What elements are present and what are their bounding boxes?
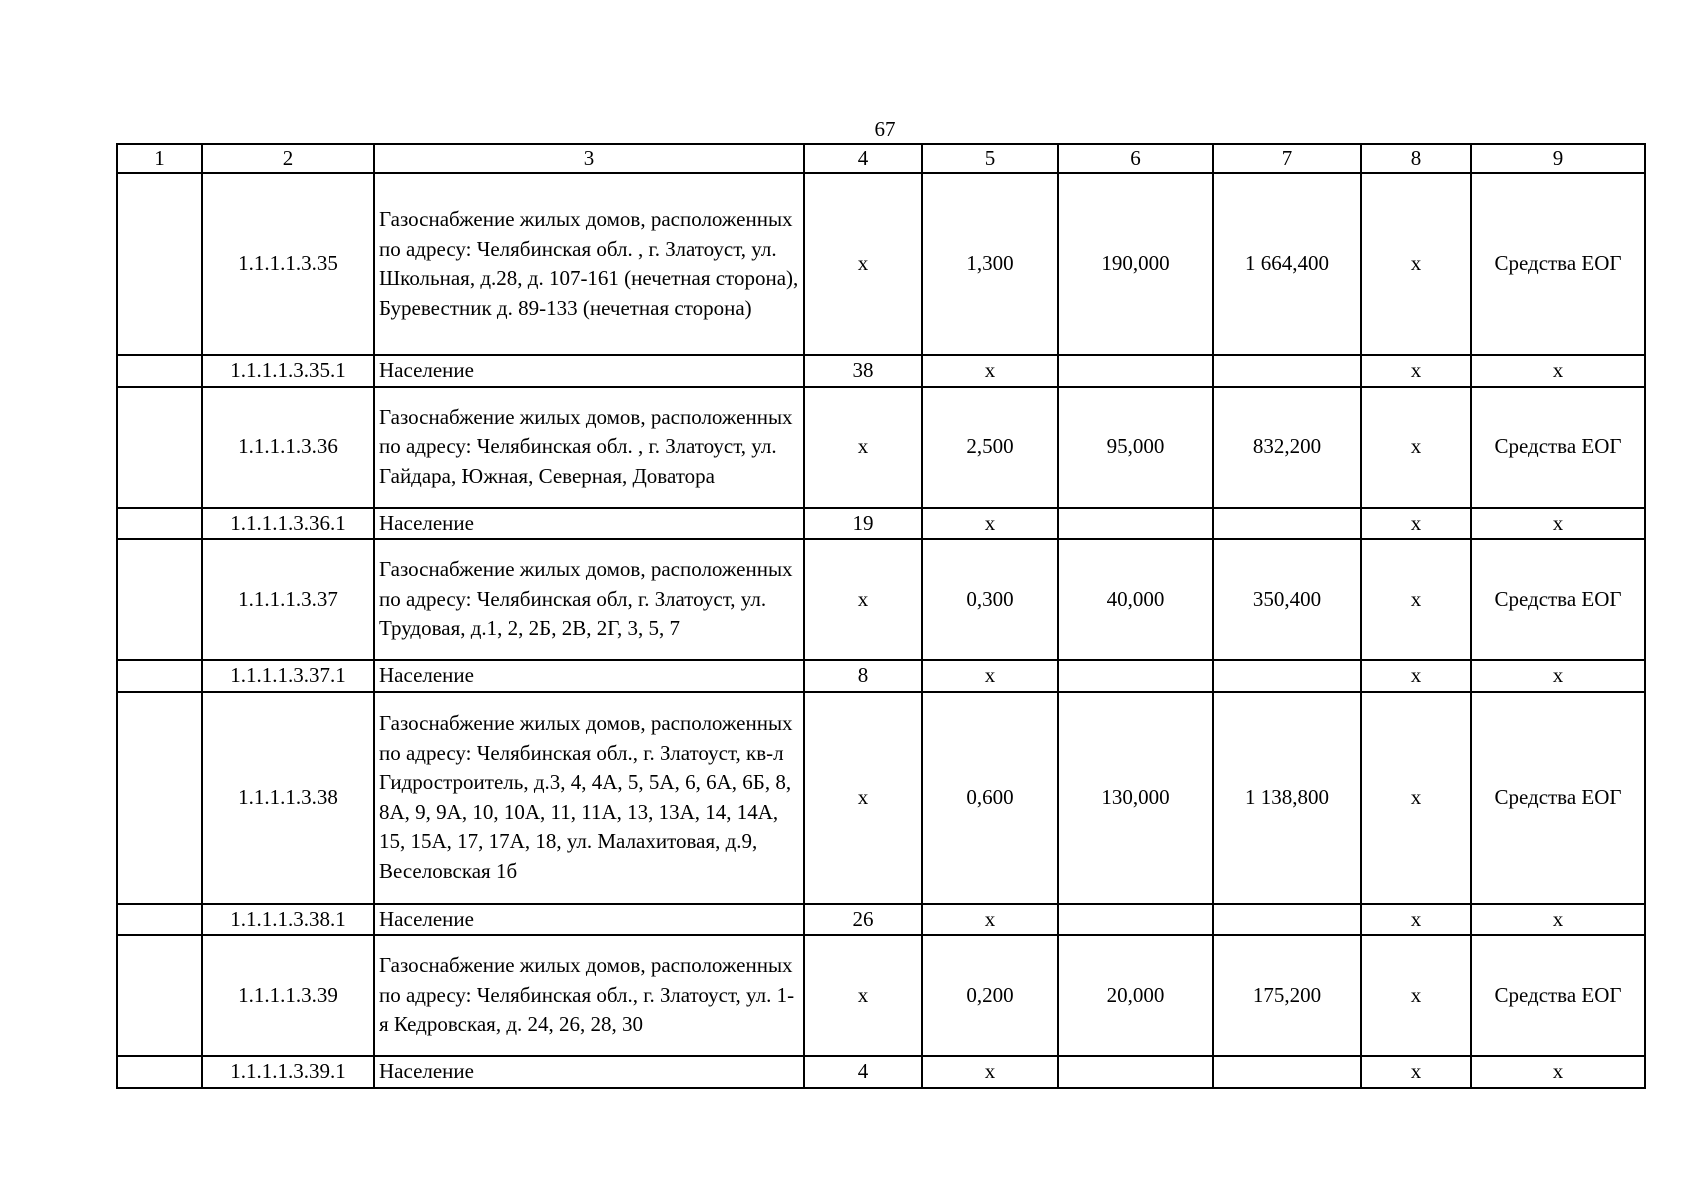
row-cell-index [117,1056,202,1088]
row-cell: х [1361,935,1471,1056]
column-header: 4 [804,144,922,173]
row-cell: х [922,660,1058,692]
row-cell: 832,200 [1213,387,1361,508]
row-cell: х [804,935,922,1056]
row-funding-source: Средства ЕОГ [1471,539,1645,660]
row-code: 1.1.1.1.3.36.1 [202,508,374,540]
row-cell: 350,400 [1213,539,1361,660]
row-description: Население [374,508,804,540]
row-cell: 8 [804,660,922,692]
row-cell: 1 664,400 [1213,173,1361,355]
table-row [117,508,1645,540]
row-cell: 175,200 [1213,935,1361,1056]
row-cell: х [1361,1056,1471,1088]
row-cell: х [1361,387,1471,508]
row-cell [1058,355,1213,387]
row-description: Население [374,904,804,936]
row-code: 1.1.1.1.3.35 [202,173,374,355]
table-row [117,387,1645,508]
row-code: 1.1.1.1.3.38.1 [202,904,374,936]
row-cell: х [804,387,922,508]
row-cell: 0,600 [922,692,1058,904]
row-cell [1058,1056,1213,1088]
row-cell: х [1361,173,1471,355]
row-cell: х [922,355,1058,387]
row-funding-source: Средства ЕОГ [1471,692,1645,904]
row-funding-source: Средства ЕОГ [1471,387,1645,508]
row-cell: х [804,539,922,660]
row-code: 1.1.1.1.3.37 [202,539,374,660]
row-cell [1058,904,1213,936]
row-cell: 1,300 [922,173,1058,355]
row-cell [1213,1056,1361,1088]
row-description: Газоснабжение жилых домов, расположенных по адресу: Челябинская обл., г. Златоуст, кв-л Гидростроитель, д.3, 4, 4А, 5, 5А, 6, 6А, 6Б, 8, 8А, 9, 9А, 10, 10А, 11, 11А, 13, 13А, 14, 14А, 15, 15А, 17, 17А, 18, ул. Малахитовая, д.9, Веселовская 1б [374,692,804,904]
column-header: 6 [1058,144,1213,173]
column-header: 3 [374,144,804,173]
page-number: 67 [874,117,896,141]
row-cell-index [117,692,202,904]
table-row [117,173,1645,355]
table-row [117,355,1645,387]
row-cell [1213,904,1361,936]
row-cell: х [922,1056,1058,1088]
row-cell: 130,000 [1058,692,1213,904]
row-funding-source: х [1471,1056,1645,1088]
row-cell: 2,500 [922,387,1058,508]
column-header: 2 [202,144,374,173]
data-table [116,143,1646,1089]
row-funding-source: х [1471,660,1645,692]
row-cell-index [117,355,202,387]
row-code: 1.1.1.1.3.37.1 [202,660,374,692]
row-code: 1.1.1.1.3.38 [202,692,374,904]
row-cell: 95,000 [1058,387,1213,508]
row-funding-source: х [1471,508,1645,540]
row-cell-index [117,539,202,660]
row-funding-source: х [1471,904,1645,936]
table-row [117,904,1645,936]
row-cell: 40,000 [1058,539,1213,660]
row-description: Газоснабжение жилых домов, расположенных по адресу: Челябинская обл., г. Златоуст, ул. 1-я Кедровская, д. 24, 26, 28, 30 [374,935,804,1056]
row-cell [1213,508,1361,540]
row-cell: 0,200 [922,935,1058,1056]
row-description: Население [374,1056,804,1088]
row-cell: х [1361,660,1471,692]
row-funding-source: Средства ЕОГ [1471,173,1645,355]
row-cell: х [1361,539,1471,660]
row-description: Население [374,355,804,387]
row-description: Газоснабжение жилых домов, расположенных по адресу: Челябинская обл, г. Златоуст, ул. Трудовая, д.1, 2, 2Б, 2В, 2Г, 3, 5, 7 [374,539,804,660]
row-cell: 20,000 [1058,935,1213,1056]
row-cell: х [1361,355,1471,387]
row-funding-source: Средства ЕОГ [1471,935,1645,1056]
row-cell-index [117,173,202,355]
row-cell-index [117,904,202,936]
row-cell: 1 138,800 [1213,692,1361,904]
row-cell [1213,660,1361,692]
header-row [117,144,1645,173]
table-row [117,692,1645,904]
row-cell: 19 [804,508,922,540]
column-header: 7 [1213,144,1361,173]
row-cell: х [922,904,1058,936]
row-cell [1058,660,1213,692]
row-description: Газоснабжение жилых домов, расположенных по адресу: Челябинская обл. , г. Златоуст, ул. Школьная, д.28, д. 107-161 (нечетная сторона), Буревестник д. 89-133 (нечетная сторона) [374,173,804,355]
row-cell: х [922,508,1058,540]
row-cell-index [117,660,202,692]
row-cell: 0,300 [922,539,1058,660]
row-cell: 26 [804,904,922,936]
column-header: 8 [1361,144,1471,173]
row-code: 1.1.1.1.3.35.1 [202,355,374,387]
row-code: 1.1.1.1.3.39 [202,935,374,1056]
row-cell [1058,508,1213,540]
table-row [117,1056,1645,1088]
row-cell: 190,000 [1058,173,1213,355]
row-funding-source: х [1471,355,1645,387]
row-cell-index [117,508,202,540]
column-header: 1 [117,144,202,173]
row-cell [1213,355,1361,387]
table-row [117,660,1645,692]
row-cell: 4 [804,1056,922,1088]
row-cell: х [1361,904,1471,936]
row-cell: х [1361,692,1471,904]
row-code: 1.1.1.1.3.36 [202,387,374,508]
table-row [117,539,1645,660]
row-cell: х [1361,508,1471,540]
row-description: Газоснабжение жилых домов, расположенных по адресу: Челябинская обл. , г. Златоуст, ул. Гайдара, Южная, Северная, Доватора [374,387,804,508]
row-cell-index [117,387,202,508]
row-cell: х [804,692,922,904]
column-header: 9 [1471,144,1645,173]
row-code: 1.1.1.1.3.39.1 [202,1056,374,1088]
table-row [117,935,1645,1056]
column-header: 5 [922,144,1058,173]
row-description: Население [374,660,804,692]
row-cell-index [117,935,202,1056]
row-cell: х [804,173,922,355]
row-cell: 38 [804,355,922,387]
